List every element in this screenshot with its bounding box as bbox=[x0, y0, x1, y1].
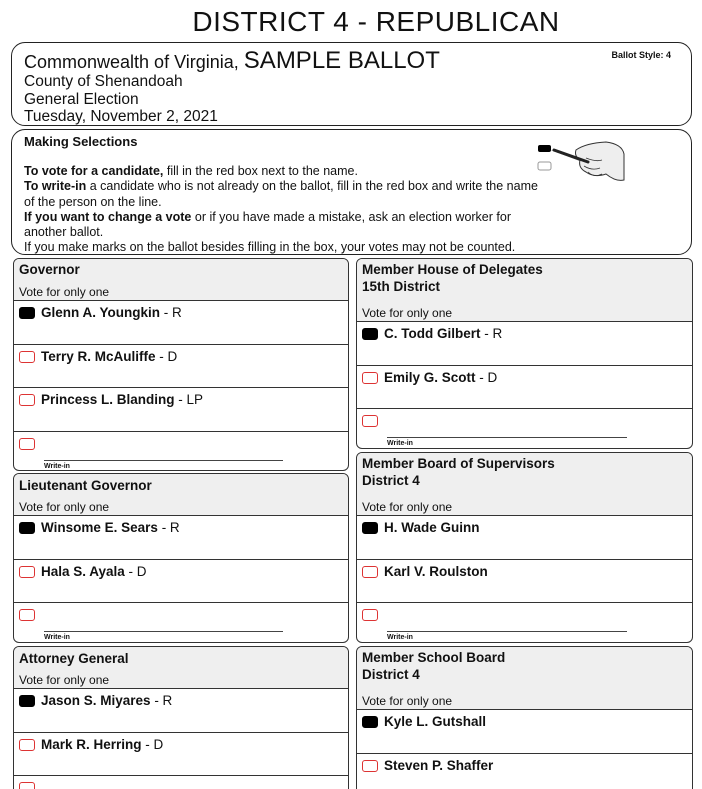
write-in-label: Write-in bbox=[387, 440, 413, 447]
write-in-label: Write-in bbox=[44, 462, 70, 470]
contest-header bbox=[14, 647, 348, 689]
vote-box-filled[interactable] bbox=[362, 328, 378, 340]
vote-instruction: Vote for only one bbox=[19, 285, 110, 299]
sample-ballot-text: SAMPLE BALLOT bbox=[243, 47, 440, 74]
vote-box[interactable] bbox=[19, 438, 35, 450]
candidate-name: C. Todd Gilbert - R bbox=[384, 326, 503, 341]
commonwealth-text: Commonwealth of Virginia, bbox=[24, 52, 239, 72]
candidate-row[interactable] bbox=[14, 301, 348, 345]
candidate-name: Glenn A. Youngkin - R bbox=[41, 305, 182, 320]
candidate-name: Steven P. Shaffer bbox=[384, 757, 494, 773]
candidate-name: Kyle L. Gutshall bbox=[384, 714, 487, 729]
page-title: DISTRICT 4 - REPUBLICAN bbox=[192, 6, 560, 37]
candidate-row[interactable] bbox=[357, 366, 692, 410]
write-in-row[interactable] bbox=[357, 603, 692, 643]
instructions-heading: Making Selections bbox=[24, 134, 138, 149]
contest-governor bbox=[13, 258, 349, 471]
write-in-row[interactable] bbox=[14, 603, 348, 643]
vote-box-filled[interactable] bbox=[19, 522, 35, 534]
office-title: Member School Board District 4 bbox=[362, 650, 506, 682]
write-in-row[interactable] bbox=[14, 432, 348, 472]
candidate-row[interactable] bbox=[357, 754, 692, 789]
election-name: General Election bbox=[24, 91, 139, 108]
instructions-body bbox=[24, 164, 544, 256]
vote-instruction: Vote for only one bbox=[362, 500, 453, 514]
candidate-row[interactable] bbox=[357, 322, 692, 366]
contest-board-of-supervisors bbox=[356, 452, 693, 643]
candidate-row[interactable] bbox=[357, 710, 692, 754]
candidate-name: Hala S. Ayala - D bbox=[41, 563, 147, 579]
vote-box-filled[interactable] bbox=[362, 716, 378, 728]
write-in-line[interactable] bbox=[387, 437, 627, 438]
candidate-name: Terry R. McAuliffe - D bbox=[41, 348, 178, 364]
vote-instruction: Vote for only one bbox=[362, 306, 453, 320]
candidate-name: Emily G. Scott - D bbox=[384, 369, 498, 385]
office-title: Member House of Delegates 15th District bbox=[362, 262, 543, 294]
vote-box[interactable] bbox=[362, 566, 378, 578]
candidate-name: Winsome E. Sears - R bbox=[41, 520, 180, 535]
contest-header bbox=[14, 474, 348, 516]
county: County of Shenandoah bbox=[24, 73, 183, 90]
candidate-row[interactable] bbox=[357, 516, 692, 560]
instr-vote-text: fill in the red box next to the name. bbox=[163, 164, 358, 178]
write-in-label: Write-in bbox=[44, 634, 70, 641]
candidate-name: Jason S. Miyares - R bbox=[41, 693, 173, 708]
candidate-row[interactable] bbox=[14, 388, 348, 432]
vote-box[interactable] bbox=[362, 372, 378, 384]
office-title: Member Board of Supervisors District 4 bbox=[362, 456, 555, 488]
candidate-row[interactable] bbox=[14, 560, 348, 604]
instr-change-text: or if you have made a mistake, ask an election worker for another ballot. bbox=[24, 209, 511, 240]
candidate-row[interactable] bbox=[14, 733, 348, 777]
contest-header bbox=[357, 259, 692, 322]
contest-attorney-general bbox=[13, 646, 349, 789]
instr-writein-text: a candidate who is not already on the ballot, fill in the red box and write the name of the person on the line. bbox=[24, 179, 538, 209]
vote-box-filled[interactable] bbox=[362, 522, 378, 534]
vote-box[interactable] bbox=[19, 394, 35, 406]
candidate-row[interactable] bbox=[14, 345, 348, 389]
instr-change-bold: If you want to change a vote bbox=[24, 209, 192, 224]
contest-header bbox=[357, 453, 692, 516]
write-in-row[interactable] bbox=[14, 776, 348, 789]
contest-header bbox=[357, 647, 692, 710]
contest-house-of-delegates bbox=[356, 258, 693, 449]
candidate-name: H. Wade Guinn bbox=[384, 520, 480, 535]
write-in-line[interactable] bbox=[44, 631, 283, 632]
vote-box[interactable] bbox=[19, 566, 35, 578]
vote-box[interactable] bbox=[19, 739, 35, 751]
write-in-label: Write-in bbox=[387, 634, 413, 641]
vote-box[interactable] bbox=[19, 609, 35, 621]
write-in-line[interactable] bbox=[44, 460, 283, 461]
vote-box[interactable] bbox=[362, 609, 378, 621]
vote-instruction: Vote for only one bbox=[19, 673, 110, 687]
vote-instruction: Vote for only one bbox=[19, 500, 110, 514]
ballot-header bbox=[11, 42, 692, 126]
candidate-row[interactable] bbox=[14, 516, 348, 560]
vote-instruction: Vote for only one bbox=[362, 694, 453, 708]
vote-box[interactable] bbox=[362, 415, 378, 427]
header-title bbox=[24, 47, 440, 75]
write-in-line[interactable] bbox=[387, 631, 627, 632]
vote-box-filled[interactable] bbox=[19, 695, 35, 707]
candidate-row[interactable] bbox=[357, 560, 692, 604]
candidate-name: Princess L. Blanding - LP bbox=[41, 392, 204, 407]
contest-header bbox=[14, 259, 348, 301]
contest-lieutenant-governor bbox=[13, 473, 349, 643]
contest-school-board bbox=[356, 646, 693, 789]
vote-box[interactable] bbox=[19, 782, 35, 789]
office-title: Attorney General bbox=[19, 651, 129, 666]
hand-filling-box-icon bbox=[536, 138, 626, 188]
office-title: Lieutenant Governor bbox=[19, 478, 152, 493]
instructions-panel bbox=[11, 129, 692, 255]
vote-box[interactable] bbox=[362, 760, 378, 772]
instr-marks-text: If you make marks on the ballot besides filling in the box, your votes may not be counted. bbox=[24, 240, 516, 255]
candidate-name: Karl V. Roulston bbox=[384, 563, 488, 579]
vote-box-filled[interactable] bbox=[19, 307, 35, 319]
ballot-style: Ballot Style: 4 bbox=[611, 50, 671, 60]
vote-box[interactable] bbox=[19, 351, 35, 363]
instr-writein-bold: To write-in bbox=[24, 179, 87, 194]
candidate-name: Mark R. Herring - D bbox=[41, 736, 164, 752]
office-title: Governor bbox=[19, 262, 80, 277]
candidate-row[interactable] bbox=[14, 689, 348, 733]
instr-vote-bold: To vote for a candidate, bbox=[24, 164, 164, 178]
election-date: Tuesday, November 2, 2021 bbox=[24, 108, 218, 125]
write-in-row[interactable] bbox=[357, 409, 692, 449]
